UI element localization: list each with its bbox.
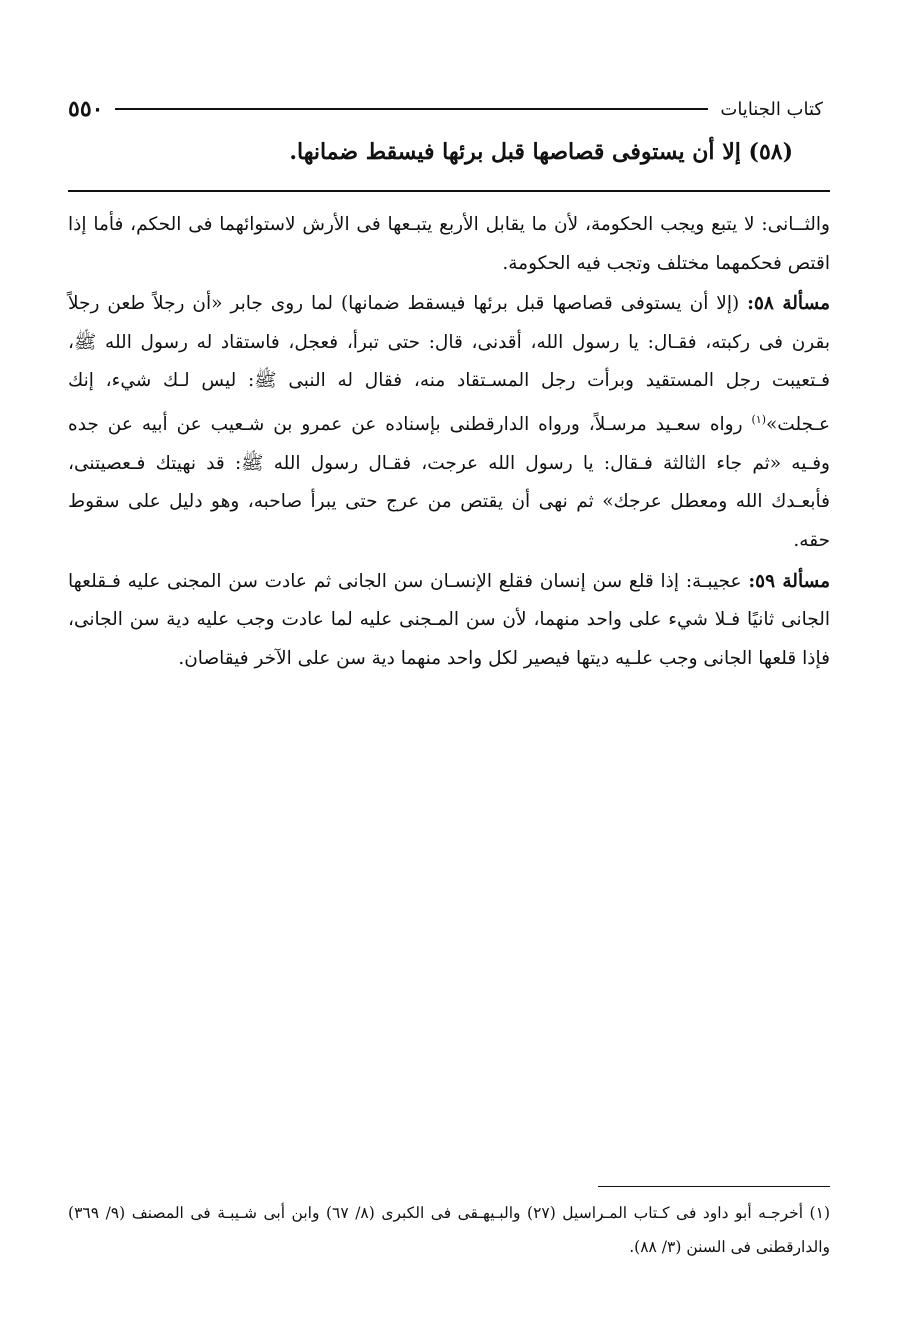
- page-number: ٥٥٠: [68, 96, 104, 122]
- header-rule: [115, 108, 708, 110]
- matn-text: (٥٨) إلا أن يستوفى قصاصها قبل برئها فيسقط ضمانها.: [289, 139, 793, 165]
- paragraph-2: [68, 285, 830, 560]
- masala-58-label: مسألة ٥٨:: [747, 293, 830, 315]
- commentary-body: [68, 206, 830, 680]
- masala-59-label: مسألة ٥٩:: [748, 570, 830, 592]
- footnote-rule: [598, 1186, 830, 1187]
- paragraph-2-text-a: (إلا أن يستوفى قصاصها قبل برئها فيسقط ضمانها) لما روى جابر «أن رجلاً طعن رجلاً بقرن فى ركبته، فقـال: يا رسول الله، أقدنى، قال: حتى تبرأ، فعجل، فاستقاد له رسول الله ﷺ، فـتعيبت رجل المستقيد وبرأت رجل المسـتقاد منه، فقال له النبى ﷺ: ليس لـك شيء، إنك عـجلت»: [68, 293, 830, 436]
- paragraph-3: [68, 563, 830, 679]
- matn-separator: [68, 190, 830, 192]
- footnote: [68, 1196, 830, 1264]
- footnote-ref[interactable]: (١): [751, 412, 766, 426]
- paragraph-1: والثــانى: لا يتبع ويجب الحكومة، لأن ما يقابل الأربع يتبـعها فى الأرش لاستوائهما فى الحكم، فأما إذا اقتص فحكمهما مختلف وتجب فيه الحكومة.: [68, 214, 830, 274]
- footnote-1: (١) أخرجـه أبو داود فى كـتاب المـراسيل (٢٧) والبـيهـقى فى الكبرى (٨/ ٦٧) وابن أبى شـيبـة فى المصنف (٩/ ٣٦٩) والدارقطنى فى السنن (٣/ ٨٨).: [68, 1204, 831, 1256]
- book-title: كتاب الجنايات: [720, 98, 823, 120]
- paragraph-2-text-b: رواه سعـيد مرسـلاً، ورواه الدارقطنى بإسناده عن عمرو بن شـعيب عن أبيه عن جده وفـيه «ثم جاء الثالثة فـقال: يا رسول الله عرجت، فقـال رسول الله ﷺ: قد نهيتك فـعصيتنى، فأبعـدك الله ومعطل عرجك» ثم نهى أن يقتص من عرج حتى يبرأ صاحبه، وهو دليل على سقوط حقه.: [68, 414, 830, 551]
- running-header: [68, 94, 823, 124]
- paragraph-3-text: عجيبـة: إذا قلع سن إنسان فقلع الإنسـان سن الجانى ثم عادت سن المجنى عليه فـقلعها الجانى ثانيًا فـلا شيء على واحد منهما، لأن سن المـجنى عليه لما عادت وجب عليه دية سن الجانى، فإذا قلعها الجانى وجب علـيه ديتها فيصير لكل واحد منهما دية سن على الآخر فيقاصان.: [68, 570, 830, 669]
